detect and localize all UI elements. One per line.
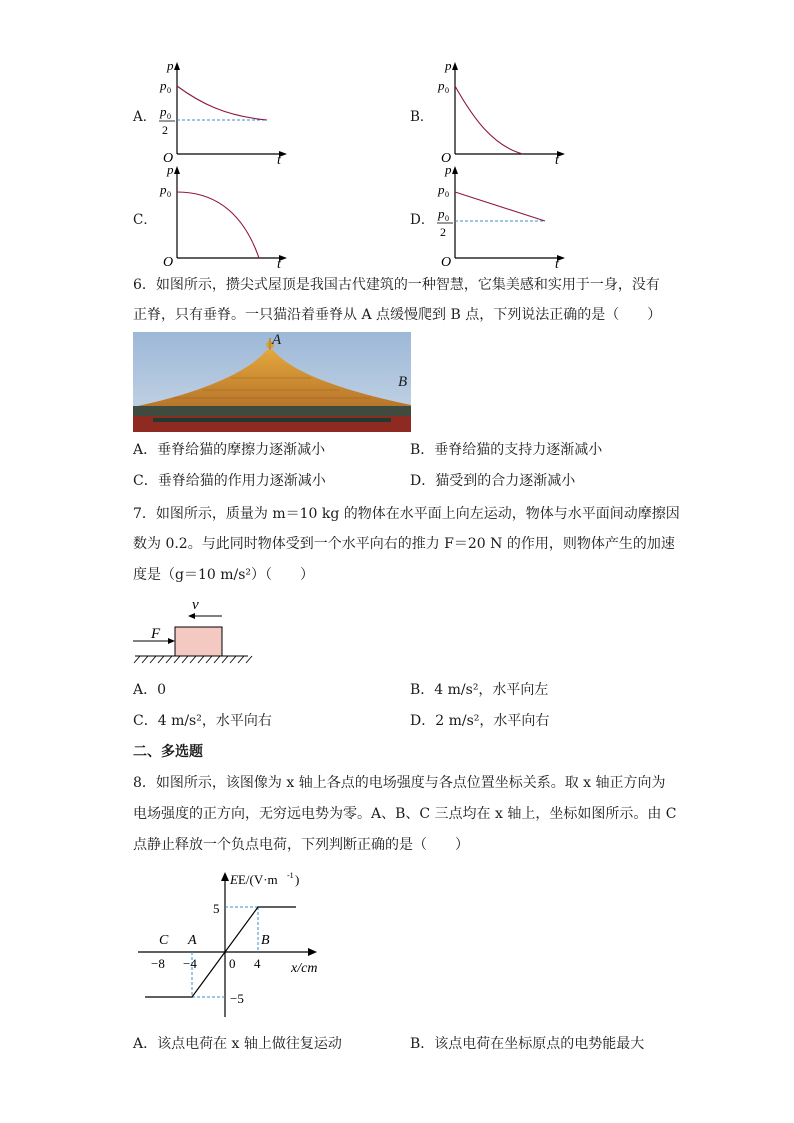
svg-text:−5: −5 xyxy=(230,991,244,1006)
origin-label: O xyxy=(163,151,174,166)
svg-text:): ) xyxy=(295,872,300,887)
q6-text-line1: 6．如图所示，攒尖式屋顶是我国古代建筑的一种智慧，它集美感和实用于一身，没有 xyxy=(133,277,660,293)
velocity-label: v xyxy=(192,597,199,613)
svg-text:O: O xyxy=(163,255,174,270)
q6-text-line2: 正脊，只有垂脊。一只猫沿着垂脊从 A 点缓慢爬到 B 点，下列说法正确的是（ ） xyxy=(133,307,662,323)
q8-text-line1: 8．如图所示，该图像为 x 轴上各点的电场强度与各点位置坐标关系。取 x 轴正方向为 xyxy=(133,775,666,791)
point-b-label: B xyxy=(261,933,270,948)
force-label: F xyxy=(151,626,161,642)
q8-text-line3: 点静止释放一个负点电荷，下列判断正确的是（ ） xyxy=(133,837,469,853)
svg-text:p: p xyxy=(167,162,174,177)
q8-text-line2: 电场强度的正方向，无穷远电势为零。A、B、C 三点均在 x 轴上，坐标如图所示。由 C xyxy=(133,806,677,822)
svg-text:2: 2 xyxy=(440,225,446,239)
svg-text:0: 0 xyxy=(445,214,449,223)
q7-option-a: A．0 xyxy=(133,682,167,698)
svg-text:5: 5 xyxy=(213,901,220,916)
svg-text:p: p xyxy=(160,104,167,119)
curve-a xyxy=(177,86,267,120)
graph-c xyxy=(155,162,295,272)
graph-d xyxy=(433,162,573,272)
curve-d xyxy=(455,192,545,221)
svg-text:2: 2 xyxy=(162,123,168,137)
svg-text:p: p xyxy=(438,182,445,197)
block xyxy=(175,627,222,656)
svg-text:p: p xyxy=(160,78,167,93)
y-axis-label: p xyxy=(167,58,174,73)
point-c-label: C xyxy=(159,933,169,948)
svg-text:0: 0 xyxy=(167,190,171,199)
svg-text:0: 0 xyxy=(445,86,449,95)
point-b-label: B xyxy=(398,374,408,390)
q6-option-d: D．猫受到的合力逐渐减小 xyxy=(410,473,576,489)
q7-text-line3: 度是（g＝10 m/s²）（ ） xyxy=(133,567,315,583)
svg-text:t: t xyxy=(555,257,559,272)
q8-option-b: B．该点电荷在坐标原点的电势能最大 xyxy=(410,1036,645,1052)
svg-text:−8: −8 xyxy=(151,956,165,971)
q7-option-d: D．2 m/s²，水平向右 xyxy=(410,713,550,729)
curve-c xyxy=(177,192,259,258)
option-d-label: D． xyxy=(410,212,435,228)
option-c-label: C． xyxy=(133,212,157,228)
svg-text:0: 0 xyxy=(167,86,171,95)
block-force-diagram xyxy=(130,595,260,670)
svg-text:EE/(V·m: EE/(V·m xyxy=(230,872,278,887)
section-heading: 二、多选题 xyxy=(133,744,203,760)
q6-option-b: B．垂脊给猫的支持力逐渐减小 xyxy=(410,442,603,458)
point-a-label: A xyxy=(272,332,282,348)
q8-option-a: A．该点电荷在 x 轴上做往复运动 xyxy=(133,1036,342,1052)
graph-b xyxy=(433,58,573,168)
q7-option-c: C．4 m/s²，水平向右 xyxy=(133,713,272,729)
q6-option-c: C．垂脊给猫的作用力逐渐减小 xyxy=(133,473,326,489)
svg-text:O: O xyxy=(441,255,452,270)
electric-field-graph xyxy=(133,862,343,1022)
svg-text:t: t xyxy=(555,153,559,168)
svg-text:4: 4 xyxy=(254,956,261,971)
svg-text:p: p xyxy=(445,162,452,177)
svg-text:-1: -1 xyxy=(287,871,294,880)
svg-text:O: O xyxy=(441,151,452,166)
svg-text:t: t xyxy=(277,257,281,272)
svg-text:−4: −4 xyxy=(183,956,197,971)
q6-option-a: A．垂脊给猫的摩擦力逐渐减小 xyxy=(133,442,326,458)
curve-b xyxy=(455,86,523,154)
q7-text-line2: 数为 0.2。与此同时物体受到一个水平向右的推力 F＝20 N 的作用，则物体产生的加速 xyxy=(133,536,675,552)
q7-text-line1: 7．如图所示，质量为 m＝10 kg 的物体在水平面上向左运动，物体与水平面间动摩擦因 xyxy=(133,506,680,522)
option-b-label: B． xyxy=(410,109,434,125)
svg-text:p: p xyxy=(438,78,445,93)
point-a-label: A xyxy=(188,933,197,948)
svg-text:p: p xyxy=(445,58,452,73)
x-axis-label: t xyxy=(277,153,281,168)
x-axis-label: x/cm xyxy=(291,961,318,976)
graph-a xyxy=(155,58,295,168)
svg-text:0: 0 xyxy=(445,190,449,199)
option-a-label: A． xyxy=(133,109,157,125)
svg-text:p: p xyxy=(160,182,167,197)
q7-option-b: B．4 m/s²，水平向左 xyxy=(410,682,549,698)
svg-text:p: p xyxy=(438,206,445,221)
svg-text:0: 0 xyxy=(229,956,236,971)
svg-text:0: 0 xyxy=(167,112,171,121)
